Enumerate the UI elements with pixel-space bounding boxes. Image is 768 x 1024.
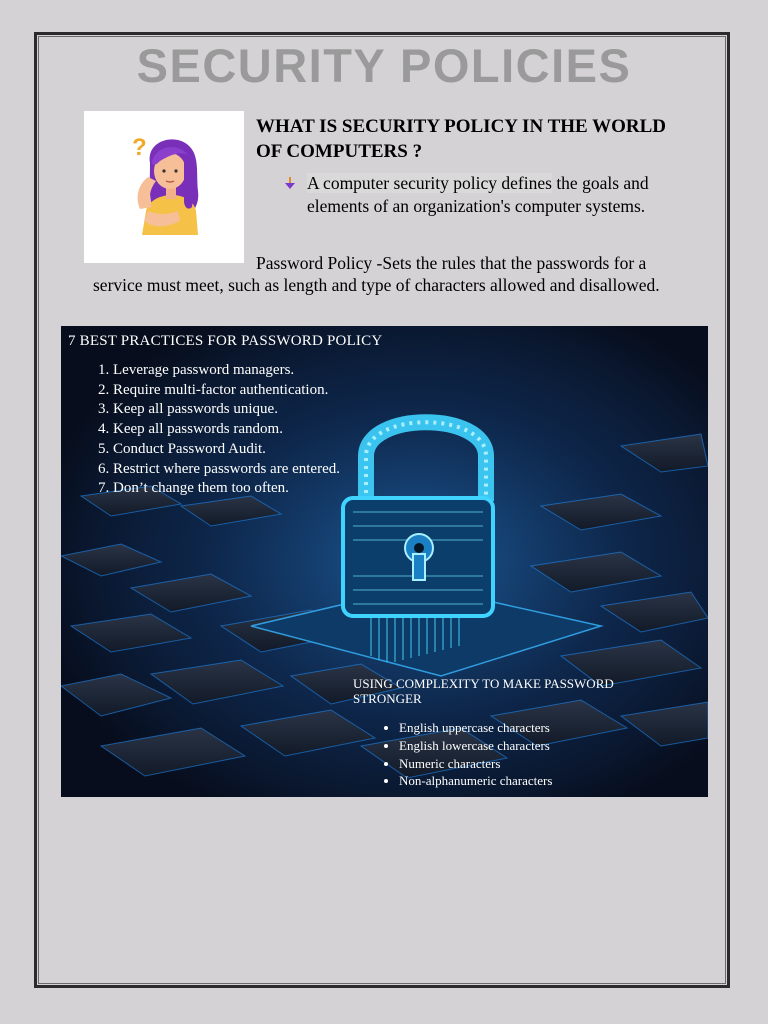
list-item: 4. Keep all passwords random. bbox=[113, 420, 340, 440]
list-item: • Non-alphanumeric characters bbox=[399, 772, 552, 790]
list-item: • English uppercase characters bbox=[399, 719, 552, 737]
definition-bullet bbox=[284, 172, 684, 218]
definition-highlight: A computer security policy defines bbox=[307, 173, 552, 193]
thinking-girl-illustration bbox=[84, 111, 244, 263]
list-item: 1. Leverage password managers. bbox=[113, 361, 340, 381]
list-item: 5. Conduct Password Audit. bbox=[113, 440, 340, 460]
list-item: 7. Don’t change them too often. bbox=[113, 479, 340, 499]
arrow-down-bullet-icon bbox=[284, 177, 296, 191]
question-heading: WHAT IS SECURITY POLICY IN THE WORLD OF COMPUTERS ? bbox=[256, 116, 667, 162]
complexity-list bbox=[377, 719, 552, 790]
password-policy-paragraph: Password Policy -Sets the rules that the passwords for a service must meet, such as length and type of characters allowed and disallowed. bbox=[93, 253, 660, 295]
definition-text bbox=[307, 172, 684, 218]
list-item: 2. Require multi-factor authentication. bbox=[113, 381, 340, 401]
list-item: • Numeric characters bbox=[399, 755, 552, 773]
best-practices-heading: 7 BEST PRACTICES FOR PASSWORD POLICY bbox=[68, 333, 383, 349]
list-item: 6. Restrict where passwords are entered. bbox=[113, 460, 340, 480]
best-practices-list bbox=[91, 361, 340, 499]
password-practices-panel bbox=[61, 326, 708, 797]
definition-rest: the goals and elements of an organization's computer systems. bbox=[307, 173, 649, 216]
question-mark-icon: ? bbox=[132, 134, 147, 161]
list-item: 3. Keep all passwords unique. bbox=[113, 400, 340, 420]
complexity-heading: USING COMPLEXITY TO MAKE PASSWORD STRONGER bbox=[353, 676, 614, 706]
list-item: • English lowercase characters bbox=[399, 737, 552, 755]
page-title: SECURITY POLICIES bbox=[136, 39, 632, 92]
